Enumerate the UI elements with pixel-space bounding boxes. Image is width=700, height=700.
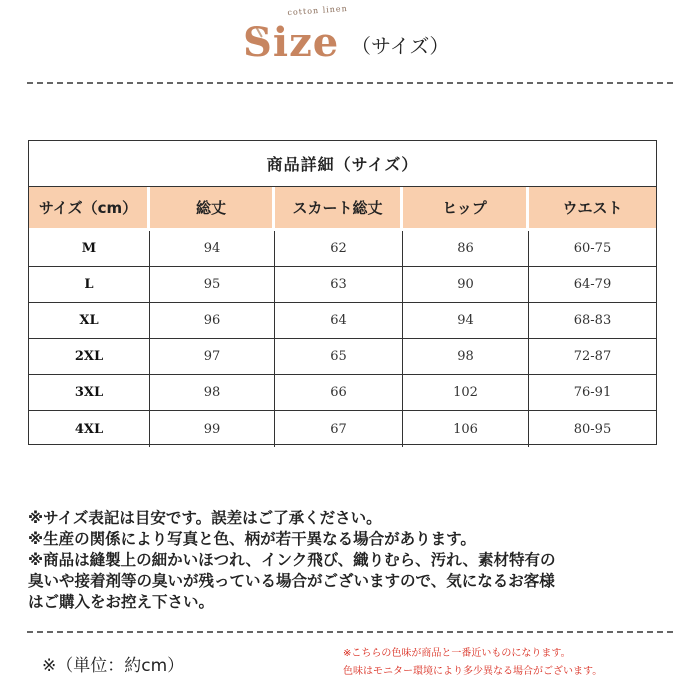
cell-size: 4XL xyxy=(29,411,150,447)
column-header-total-length: 総丈 xyxy=(150,187,275,231)
cell-total-length: 96 xyxy=(150,303,275,339)
note-line: 臭いや接着剤等の臭いが残っている場合がございますので、気になるお客様 xyxy=(28,572,555,590)
table-row xyxy=(29,411,656,447)
note-line: ※商品は縫製上の細かいほつれ、インク飛び、織りむら、汚れ、素材特有の xyxy=(28,551,556,569)
note-line: ※サイズ表記は目安です。誤差はご了承ください。 xyxy=(28,509,382,527)
brand-arc-text: cotton linen xyxy=(287,3,349,18)
cell-size: M xyxy=(29,231,150,267)
divider-top xyxy=(27,82,673,84)
cell-waist: 72-87 xyxy=(529,339,656,375)
cell-skirt-length: 67 xyxy=(275,411,403,447)
cell-hip: 98 xyxy=(403,339,529,375)
cell-total-length: 97 xyxy=(150,339,275,375)
cell-skirt-length: 63 xyxy=(275,267,403,303)
cell-hip: 94 xyxy=(403,303,529,339)
color-disclaimer xyxy=(343,645,693,681)
cell-total-length: 94 xyxy=(150,231,275,267)
note-line: ※生産の関係により写真と色、柄が若干異なる場合があります。 xyxy=(28,530,476,548)
cell-hip: 106 xyxy=(403,411,529,447)
cell-waist: 64-79 xyxy=(529,267,656,303)
cell-waist: 80-95 xyxy=(573,421,612,437)
cell-skirt-length: 66 xyxy=(275,375,403,411)
table-row xyxy=(29,303,656,339)
cell-skirt-length: 64 xyxy=(275,303,403,339)
column-header-waist: ウエスト xyxy=(529,187,656,231)
column-header-skirt-length: スカート総丈 xyxy=(275,187,403,231)
page-subtitle: （サイズ） xyxy=(351,34,450,58)
cell-total-length: 99 xyxy=(150,411,275,447)
page-title: Size xyxy=(243,19,340,66)
table-row xyxy=(29,339,656,375)
size-notes xyxy=(28,508,678,613)
cell-size: 2XL xyxy=(29,339,150,375)
table-title: 商品詳細（サイズ） xyxy=(29,141,656,187)
column-header-size: サイズ（cm） xyxy=(29,187,150,231)
cell-skirt-length: 65 xyxy=(275,339,403,375)
table-row xyxy=(29,267,656,303)
cell-waist: 60-75 xyxy=(529,231,656,267)
unit-note: ※（単位：約cm） xyxy=(42,656,185,676)
cell-waist: 76-91 xyxy=(529,375,656,411)
divider-bottom xyxy=(27,631,673,633)
cell-skirt-length: 62 xyxy=(275,231,403,267)
table-header-row xyxy=(29,187,656,231)
cell-size: L xyxy=(29,267,150,303)
cell-size: 3XL xyxy=(29,375,150,411)
cell-total-length: 98 xyxy=(150,375,275,411)
table-row xyxy=(29,231,656,267)
cell-hip: 102 xyxy=(403,375,529,411)
size-table xyxy=(28,140,657,445)
color-note-line: 色味はモニター環境により多少異なる場合がございます。 xyxy=(343,666,603,677)
color-note-line: ※こちらの色味が商品と一番近いものになります。 xyxy=(343,648,571,659)
cell-total-length: 95 xyxy=(150,267,275,303)
cell-waist: 68-83 xyxy=(529,303,656,339)
page-header xyxy=(0,0,700,80)
cell-hip: 90 xyxy=(403,267,529,303)
note-line: はご購入をお控え下さい。 xyxy=(28,593,215,611)
cell-hip: 86 xyxy=(403,231,529,267)
column-header-hip: ヒップ xyxy=(403,187,529,231)
table-row xyxy=(29,375,656,411)
cell-size: XL xyxy=(29,303,150,339)
